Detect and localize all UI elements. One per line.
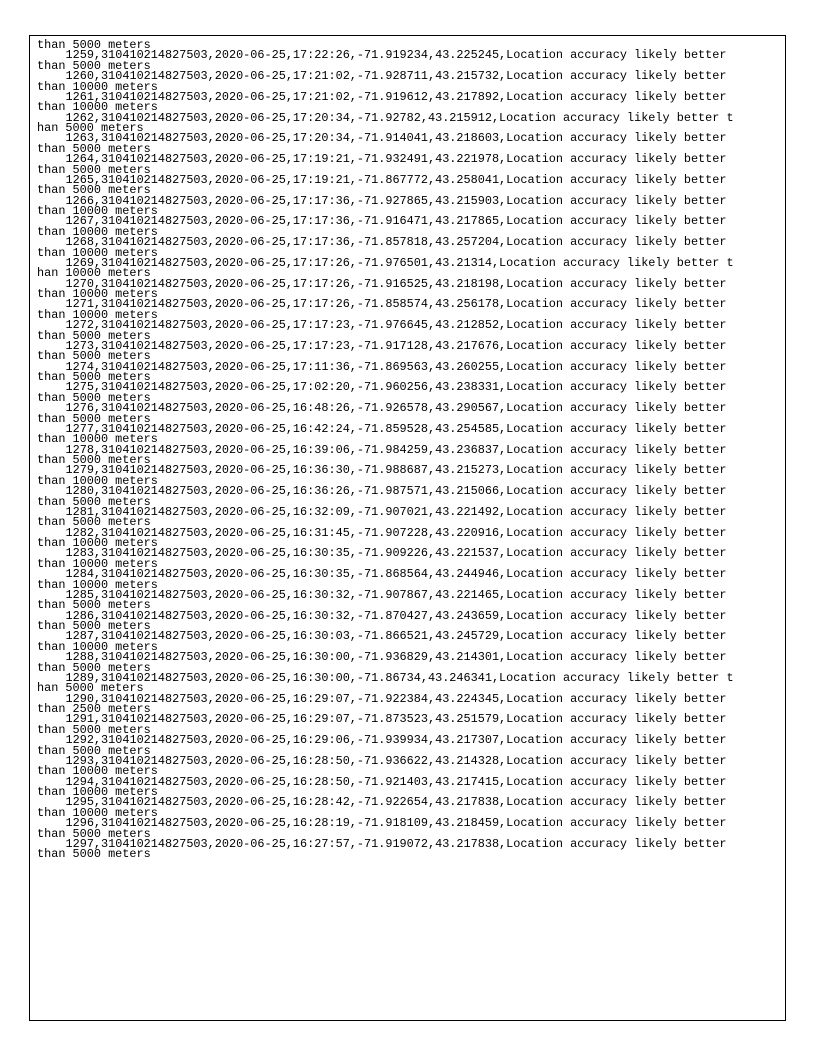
log-line: than 5000 meters xyxy=(37,660,151,675)
log-line: than 10000 meters xyxy=(37,556,158,571)
log-line: than 10000 meters xyxy=(37,245,158,260)
log-line: 1279,310410214827503,2020-06-25,16:36:30,-71.988687,43.215273,Location accuracy likely better xyxy=(65,463,727,478)
log-line: 1270,310410214827503,2020-06-25,17:17:26,-71.916525,43.218198,Location accuracy likely better xyxy=(65,276,727,291)
log-line: han 5000 meters xyxy=(37,121,144,135)
log-line: than 5000 meters xyxy=(37,183,151,198)
log-line: than 5000 meters xyxy=(37,370,151,384)
log-line: 1285,310410214827503,2020-06-25,16:30:32,-71.907867,43.221465,Location accuracy likely better xyxy=(65,587,727,602)
log-line: 1291,310410214827503,2020-06-25,16:29:07,-71.873523,43.251579,Location accuracy likely better xyxy=(65,712,727,727)
log-line: 1263,310410214827503,2020-06-25,17:20:34,-71.914041,43.218603,Location accuracy likely better xyxy=(65,131,727,146)
log-line: 1275,310410214827503,2020-06-25,17:02:20,-71.960256,43.238331,Location accuracy likely better xyxy=(65,380,727,395)
log-line: 1264,310410214827503,2020-06-25,17:19:21,-71.932491,43.221978,Location accuracy likely better xyxy=(65,152,727,167)
log-line: 1278,310410214827503,2020-06-25,16:39:06,-71.984259,43.236837,Location accuracy likely better xyxy=(65,442,727,457)
log-line: than 10000 meters xyxy=(37,805,158,820)
log-line: 1282,310410214827503,2020-06-25,16:31:45,-71.907228,43.220916,Location accuracy likely better xyxy=(65,525,727,540)
log-line: 1268,310410214827503,2020-06-25,17:17:36,-71.857818,43.257204,Location accuracy likely better xyxy=(65,235,727,250)
log-line: han 5000 meters xyxy=(37,681,144,696)
log-line: than 10000 meters xyxy=(37,473,158,488)
log-line: than 5000 meters xyxy=(37,847,151,862)
log-line: 1269,310410214827503,2020-06-25,17:17:26,-71.976501,43.21314,Location accuracy likely better t xyxy=(65,255,734,270)
log-line: 1283,310410214827503,2020-06-25,16:30:35,-71.909226,43.221537,Location accuracy likely better xyxy=(65,546,727,561)
log-line: than 10000 meters xyxy=(37,287,158,301)
location-log-text xyxy=(37,40,734,860)
log-line: 1296,310410214827503,2020-06-25,16:28:19,-71.918109,43.218459,Location accuracy likely better xyxy=(65,816,727,831)
log-line: 1289,310410214827503,2020-06-25,16:30:00,-71.86734,43.246341,Location accuracy likely better t xyxy=(65,670,734,685)
log-line: than 5000 meters xyxy=(37,494,151,509)
log-line: than 10000 meters xyxy=(37,307,158,322)
log-line: 1262,310410214827503,2020-06-25,17:20:34,-71.92782,43.215912,Location accuracy likely better t xyxy=(65,110,734,125)
log-line: than 5000 meters xyxy=(37,390,151,405)
log-line: 1295,310410214827503,2020-06-25,16:28:42,-71.922654,43.217838,Location accuracy likely better xyxy=(65,795,727,810)
log-line: than 5000 meters xyxy=(37,328,151,343)
log-line: 1276,310410214827503,2020-06-25,16:48:26,-71.926578,43.290567,Location accuracy likely better xyxy=(65,401,727,416)
log-line: 1267,310410214827503,2020-06-25,17:17:36,-71.916471,43.217865,Location accuracy likely better xyxy=(65,214,727,229)
log-line: than 10000 meters xyxy=(37,785,158,799)
log-line: 1272,310410214827503,2020-06-25,17:17:23,-71.976645,43.212852,Location accuracy likely better xyxy=(65,318,727,333)
log-line: than 10000 meters xyxy=(37,224,158,239)
log-line: than 5000 meters xyxy=(37,743,151,758)
log-line: 1271,310410214827503,2020-06-25,17:17:26,-71.858574,43.256178,Location accuracy likely better xyxy=(65,297,727,312)
log-line: 1273,310410214827503,2020-06-25,17:17:23,-71.917128,43.217676,Location accuracy likely better xyxy=(65,338,727,353)
log-line: 1293,310410214827503,2020-06-25,16:28:50,-71.936622,43.214328,Location accuracy likely better xyxy=(65,753,727,768)
log-line: 1294,310410214827503,2020-06-25,16:28:50,-71.921403,43.217415,Location accuracy likely better xyxy=(65,774,727,789)
log-line: than 5000 meters xyxy=(37,453,151,467)
log-line: than 10000 meters xyxy=(37,577,158,592)
log-line: 1277,310410214827503,2020-06-25,16:42:24,-71.859528,43.254585,Location accuracy likely better xyxy=(65,421,727,436)
log-line: than 5000 meters xyxy=(37,619,151,633)
log-line: than 10000 meters xyxy=(37,204,158,218)
log-line: than 5000 meters xyxy=(37,722,151,737)
log-line: 1265,310410214827503,2020-06-25,17:19:21,-71.867772,43.258041,Location accuracy likely better xyxy=(65,172,727,187)
log-line: than 10000 meters xyxy=(37,639,158,654)
log-line: than 10000 meters xyxy=(37,79,158,94)
log-line: than 10000 meters xyxy=(37,536,158,550)
document-page xyxy=(29,35,786,1021)
log-line: than 5000 meters xyxy=(37,411,151,426)
log-line: than 5000 meters xyxy=(37,38,151,52)
log-line: 1292,310410214827503,2020-06-25,16:29:06,-71.939934,43.217307,Location accuracy likely better xyxy=(65,733,727,748)
log-line: 1274,310410214827503,2020-06-25,17:11:36,-71.869563,43.260255,Location accuracy likely better xyxy=(65,359,727,374)
log-line: 1286,310410214827503,2020-06-25,16:30:32,-71.870427,43.243659,Location accuracy likely better xyxy=(65,608,727,623)
log-line: than 5000 meters xyxy=(37,598,151,613)
log-line: than 5000 meters xyxy=(37,515,151,530)
log-line: 1259,310410214827503,2020-06-25,17:22:26,-71.919234,43.225245,Location accuracy likely better xyxy=(65,48,727,63)
log-line: 1288,310410214827503,2020-06-25,16:30:00,-71.936829,43.214301,Location accuracy likely better xyxy=(65,650,727,665)
log-line: 1287,310410214827503,2020-06-25,16:30:03,-71.866521,43.245729,Location accuracy likely better xyxy=(65,629,727,644)
log-line: than 5000 meters xyxy=(37,826,151,841)
log-line: 1297,310410214827503,2020-06-25,16:27:57,-71.919072,43.217838,Location accuracy likely better xyxy=(65,836,727,851)
log-line: 1281,310410214827503,2020-06-25,16:32:09,-71.907021,43.221492,Location accuracy likely better xyxy=(65,504,727,519)
log-line: than 10000 meters xyxy=(37,764,158,779)
log-line: than 10000 meters xyxy=(37,432,158,447)
log-line: than 2500 meters xyxy=(37,702,151,716)
log-line: than 5000 meters xyxy=(37,58,151,73)
log-line: than 10000 meters xyxy=(37,100,158,115)
log-line: 1261,310410214827503,2020-06-25,17:21:02,-71.919612,43.217892,Location accuracy likely better xyxy=(65,89,727,104)
log-line: than 5000 meters xyxy=(37,349,151,364)
log-line: than 5000 meters xyxy=(37,141,151,156)
log-line: 1266,310410214827503,2020-06-25,17:17:36,-71.927865,43.215903,Location accuracy likely better xyxy=(65,193,727,208)
log-line: 1280,310410214827503,2020-06-25,16:36:26,-71.987571,43.215066,Location accuracy likely better xyxy=(65,484,727,499)
log-line: 1260,310410214827503,2020-06-25,17:21:02,-71.928711,43.215732,Location accuracy likely better xyxy=(65,69,727,84)
log-line: 1284,310410214827503,2020-06-25,16:30:35,-71.868564,43.244946,Location accuracy likely better xyxy=(65,567,727,582)
log-line: than 5000 meters xyxy=(37,162,151,177)
log-line: han 10000 meters xyxy=(37,266,151,281)
log-line: 1290,310410214827503,2020-06-25,16:29:07,-71.922384,43.224345,Location accuracy likely better xyxy=(65,691,727,706)
